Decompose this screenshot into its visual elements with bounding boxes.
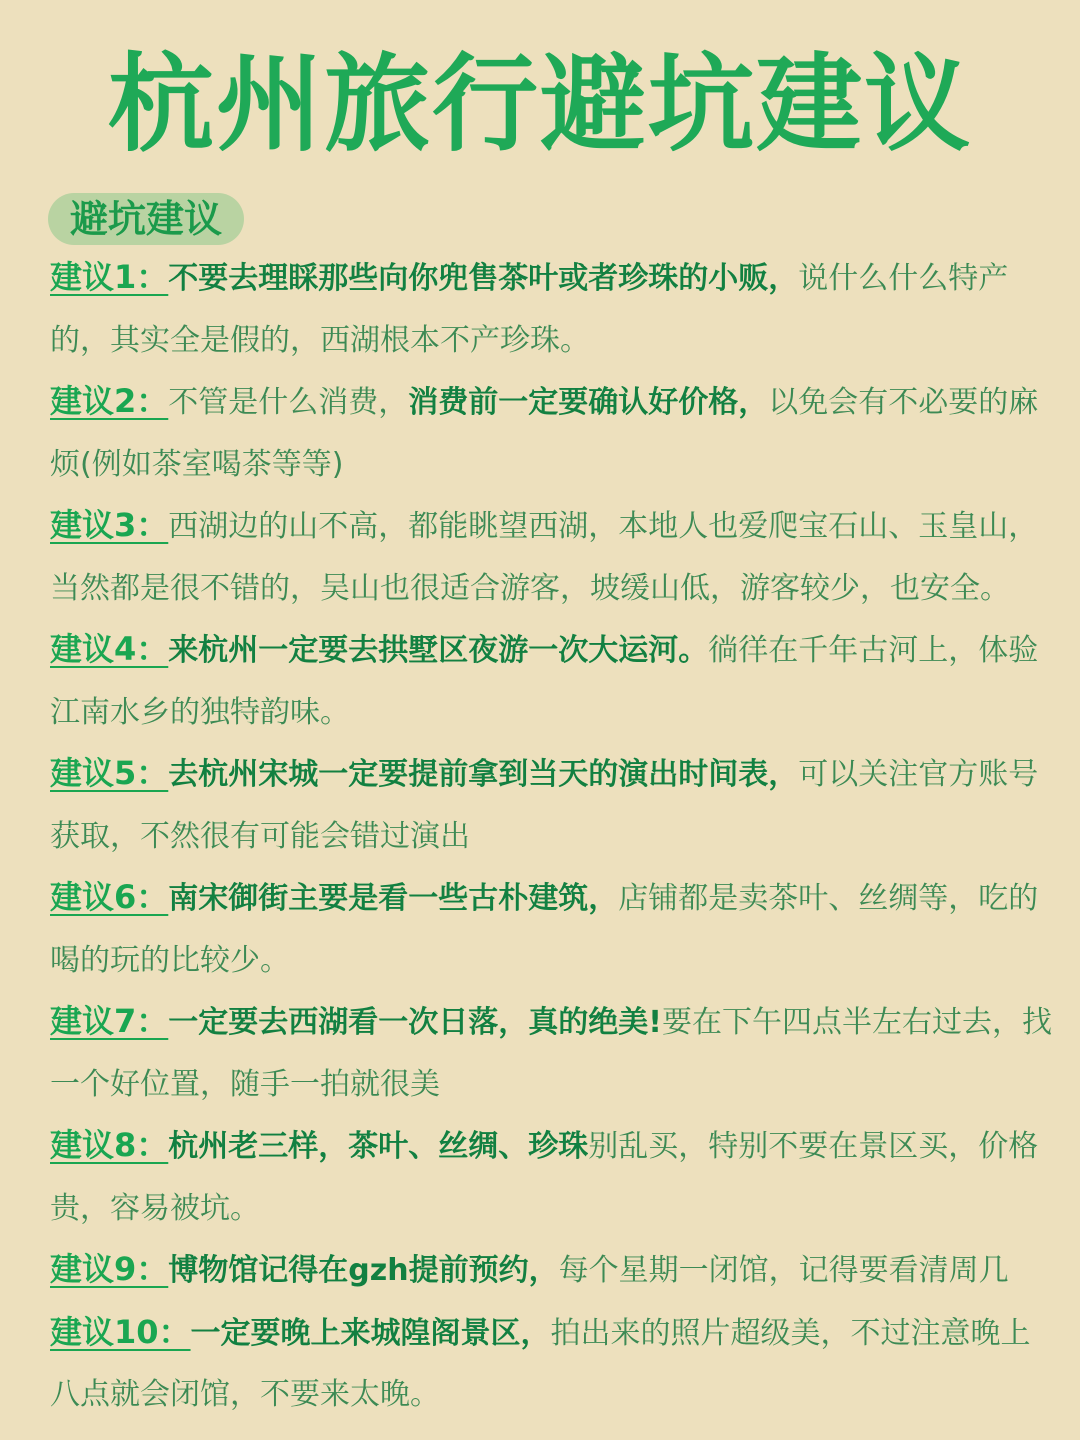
advice-highlight-text: 不要去理睬那些向你兜售茶叶或者珍珠的小贩， [168, 261, 799, 296]
advice-highlight-text: 南宋御街主要是看一些古朴建筑， [168, 881, 619, 916]
advice-item [50, 867, 1060, 991]
advice-text: 店铺都是卖茶叶、丝绸等，吃的喝的玩的比较少。 [50, 881, 1039, 978]
advice-highlight-text: 一定要去西湖看一次日落，真的绝美! [168, 1005, 662, 1040]
advice-highlight-text: 消费前一定要确认好价格， [408, 385, 769, 420]
advice-text: 徜徉在千年古河上，体验江南水乡的独特韵味。 [50, 633, 1039, 730]
advice-text: 以免会有不必要的麻烦(例如茶室喝茶等等) [50, 385, 1039, 482]
advice-label: 建议4： [50, 630, 169, 668]
section-label: 避坑建议 [48, 193, 244, 245]
advice-highlight-text: 去杭州宋城一定要提前拿到当天的演出时间表， [168, 757, 799, 792]
advice-text: 拍出来的照片超级美，不过注意晚上八点就会闭馆，不要来太晚。 [50, 1315, 1031, 1412]
advice-text: 不管是什么消费， [168, 385, 409, 420]
advice-text: 别乱买，特别不要在景区买，价格贵，容易被坑。 [50, 1129, 1039, 1226]
advice-item [50, 619, 1060, 743]
advice-text: 西湖边的山不高，都能眺望西湖，本地人也爱爬宝石山、玉皇山，当然都是很不错的，吴山也很适合游客，坡缓山低，游客较少，也安全。 [50, 509, 1039, 606]
advice-label: 建议9： [50, 1250, 169, 1288]
advice-label: 建议8： [50, 1126, 169, 1164]
advice-highlight-text: 一定要晚上来城隍阁景区， [190, 1315, 551, 1351]
advice-item [50, 1302, 1060, 1426]
advice-item [50, 247, 1060, 371]
advice-highlight-text: 博物馆记得在gzh提前预约， [168, 1253, 559, 1288]
advice-label: 建议1： [50, 258, 169, 296]
advice-label: 建议7： [50, 1002, 169, 1040]
advice-item [50, 991, 1060, 1115]
advice-label: 建议10： [50, 1312, 191, 1351]
advice-item [50, 1239, 1060, 1302]
advice-highlight-text: 杭州老三样，茶叶、丝绸、珍珠 [168, 1129, 589, 1164]
advice-text: 要在下午四点半左右过去，找一个好位置，随手一拍就很美 [50, 1005, 1052, 1102]
advice-text: 每个星期一闭馆，记得要看清周几 [558, 1253, 1009, 1288]
advice-text: 说什么什么特产的，其实全是假的，西湖根本不产珍珠。 [50, 261, 1009, 358]
advice-label: 建议3： [50, 506, 169, 544]
advice-label: 建议6： [50, 878, 169, 916]
advice-item [50, 371, 1060, 495]
advice-text: 可以关注官方账号获取，不然很有可能会错过演出 [50, 757, 1039, 854]
advice-highlight-text: 来杭州一定要去拱墅区夜游一次大运河。 [168, 633, 709, 668]
advice-list [50, 247, 1060, 1426]
advice-label: 建议5： [50, 754, 169, 792]
advice-item [50, 743, 1060, 867]
advice-item [50, 1115, 1060, 1239]
page-title: 杭州旅行避坑建议 [108, 43, 972, 166]
advice-item [50, 495, 1060, 619]
advice-label: 建议2： [50, 382, 169, 420]
